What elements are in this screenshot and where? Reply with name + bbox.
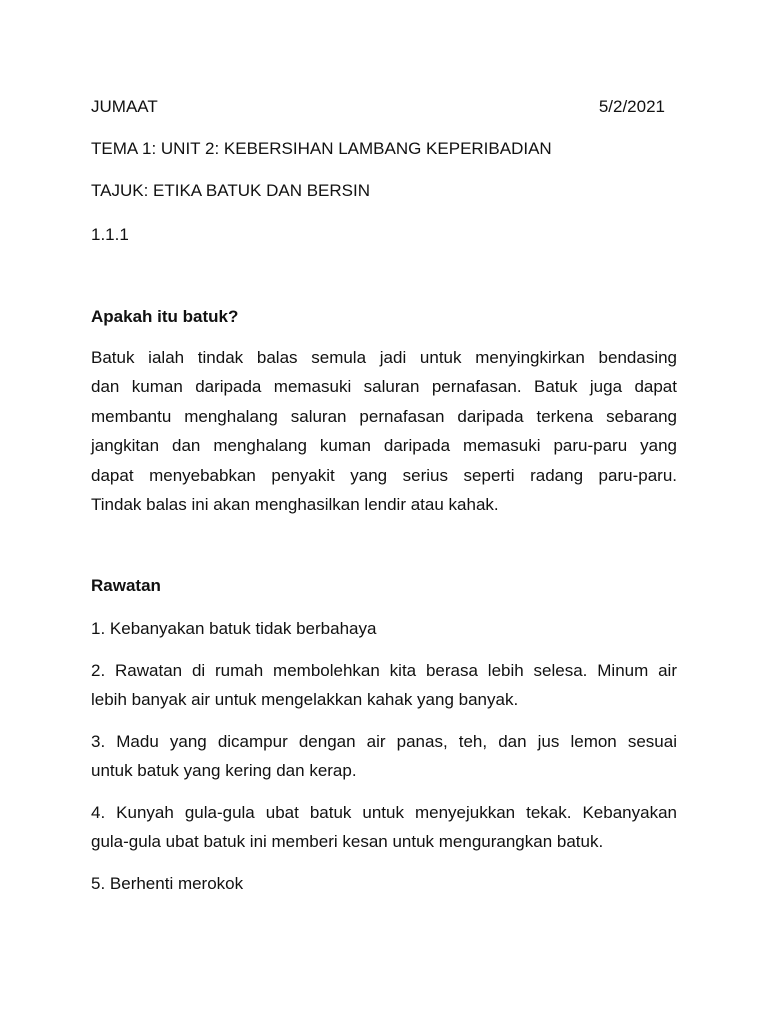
paragraph-line: dan kuman daripada memasuki saluran pernafasan. Batuk juga dapat xyxy=(91,377,677,397)
paragraph-what-is-cough xyxy=(91,343,677,519)
list-item-line: lebih banyak air untuk mengelakkan kahak yang banyak. xyxy=(91,690,519,710)
list-item-line: gula-gula ubat batuk ini memberi kesan untuk mengurangkan batuk. xyxy=(91,832,604,852)
paragraph-line: dapat menyebabkan penyakit yang serius seperti radang paru-paru. xyxy=(91,465,677,485)
section-heading-treatment: Rawatan xyxy=(91,576,161,595)
paragraph-line: jangkitan dan menghalang kuman daripada memasuki paru-paru yang xyxy=(91,436,677,456)
paragraph-line: Tindak balas ini akan menghasilkan lendir atau kahak. xyxy=(91,494,499,514)
list-item xyxy=(91,656,677,715)
section-heading-what: Apakah itu batuk? xyxy=(91,307,239,326)
list-item xyxy=(91,727,677,786)
list-item xyxy=(91,869,677,898)
paragraph-line: membantu menghalang saluran pernafasan daripada terkena sebarang xyxy=(91,406,677,426)
document-page xyxy=(91,0,677,1024)
paragraph-line: Batuk ialah tindak balas semula jadi untuk menyingkirkan bendasing xyxy=(91,348,677,367)
day-label: JUMAAT xyxy=(91,97,158,116)
list-item-line: 5. Berhenti merokok xyxy=(91,874,244,893)
list-item-line: 4. Kunyah gula-gula ubat batuk untuk menyejukkan tekak. Kebanyakan xyxy=(91,803,677,822)
list-item xyxy=(91,614,677,643)
standard-code: 1.1.1 xyxy=(91,225,129,244)
header-row xyxy=(91,96,665,118)
list-item-line: 1. Kebanyakan batuk tidak berbahaya xyxy=(91,619,377,638)
list-item xyxy=(91,798,677,857)
theme-line: TEMA 1: UNIT 2: KEBERSIHAN LAMBANG KEPERIBADIAN xyxy=(91,139,552,158)
list-item-line: 2. Rawatan di rumah membolehkan kita berasa lebih selesa. Minum air xyxy=(91,661,677,680)
topic-line: TAJUK: ETIKA BATUK DAN BERSIN xyxy=(91,181,370,200)
list-item-line: 3. Madu yang dicampur dengan air panas, teh, dan jus lemon sesuai xyxy=(91,732,677,751)
list-item-line: untuk batuk yang kering dan kerap. xyxy=(91,761,357,781)
date-label: 5/2/2021 xyxy=(598,97,665,116)
